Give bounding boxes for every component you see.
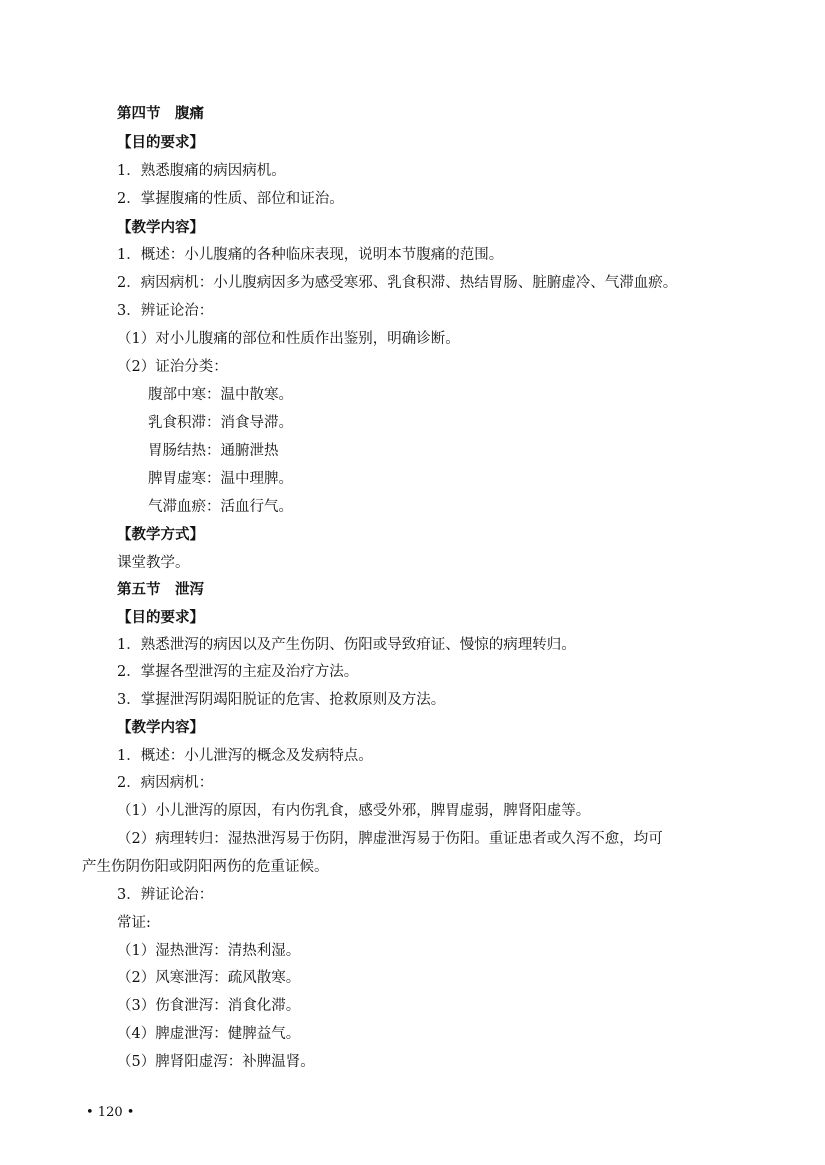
section-5-treatment-3: （3）伤食泄泻：消食化滞。: [117, 998, 301, 1014]
section-4-method: 课堂教学。: [117, 555, 190, 571]
section-4-classification-2: 乳食积滞：消食导滞。: [148, 415, 293, 431]
section-4-objectives-heading: 【目的要求】: [117, 134, 204, 151]
section-4-objective-2: 2．掌握腹痛的性质、部位和证治。: [117, 191, 344, 207]
section-5-content-5: 3．辨证论治：: [117, 887, 214, 903]
section-4-classification-1: 腹部中寒：温中散寒。: [148, 387, 293, 403]
section-5-content-heading: 【教学内容】: [117, 719, 204, 736]
section-4-classification-4: 脾胃虚寒：温中理脾。: [148, 471, 293, 487]
section-5-content-4: （2）病理转归：湿热泄泻易于伤阴，脾虚泄泻易于伤阳。重证患者或久泻不愈，均可: [117, 831, 663, 847]
section-5-content-1: 1．概述：小儿泄泻的概念及发病特点。: [117, 748, 373, 764]
section-5-objective-3: 3．掌握泄泻阴竭阳脱证的危害、抢救原则及方法。: [117, 692, 446, 708]
section-5-content-2: 2．病因病机：: [117, 775, 214, 791]
section-4-content-4: （1）对小儿腹痛的部位和性质作出鉴别，明确诊断。: [117, 331, 460, 347]
section-5-objective-2: 2．掌握各型泄泻的主症及治疗方法。: [117, 664, 359, 680]
section-5-content-3: （1）小儿泄泻的原因，有内伤乳食，感受外邪，脾胃虚弱，脾肾阳虚等。: [117, 803, 591, 819]
section-5-objectives-heading: 【目的要求】: [117, 609, 204, 626]
section-4-classification-5: 气滞血瘀：活血行气。: [148, 499, 293, 515]
section-5-content-4-continuation: 产生伤阴伤阳或阴阳两伤的危重证候。: [82, 859, 329, 875]
section-5-treatment-4: （4）脾虚泄泻：健脾益气。: [117, 1026, 301, 1042]
section-4-title: 第四节 腹痛: [117, 105, 204, 122]
section-5-title: 第五节 泄泻: [117, 581, 204, 598]
page-number: • 120 •: [86, 1105, 135, 1120]
section-4-content-heading: 【教学内容】: [117, 219, 204, 236]
section-5-objective-1: 1．熟悉泄泻的病因以及产生伤阴、伤阳或导致疳证、慢惊的病理转归。: [117, 637, 576, 653]
section-4-content-5: （2）证治分类：: [117, 359, 228, 375]
section-5-treatment-1: （1）湿热泄泻：清热利湿。: [117, 943, 301, 959]
section-5-treatment-2: （2）风寒泄泻：疏风散寒。: [117, 970, 301, 986]
section-4-content-2: 2．病因病机：小儿腹病因多为感受寒邪、乳食积滞、热结胃肠、脏腑虚冷、气滞血瘀。: [117, 275, 678, 291]
section-4-classification-3: 胃肠结热：通腑泄热: [148, 443, 279, 459]
section-5-treatment-5: （5）脾肾阳虚泻：补脾温肾。: [117, 1054, 315, 1070]
section-4-objective-1: 1．熟悉腹痛的病因病机。: [117, 163, 286, 179]
section-4-method-heading: 【教学方式】: [117, 526, 204, 543]
section-5-content-6: 常证:: [117, 915, 151, 931]
section-4-content-3: 3．辨证论治：: [117, 303, 214, 319]
section-4-content-1: 1．概述：小儿腹痛的各种临床表现，说明本节腹痛的范围。: [117, 247, 504, 263]
